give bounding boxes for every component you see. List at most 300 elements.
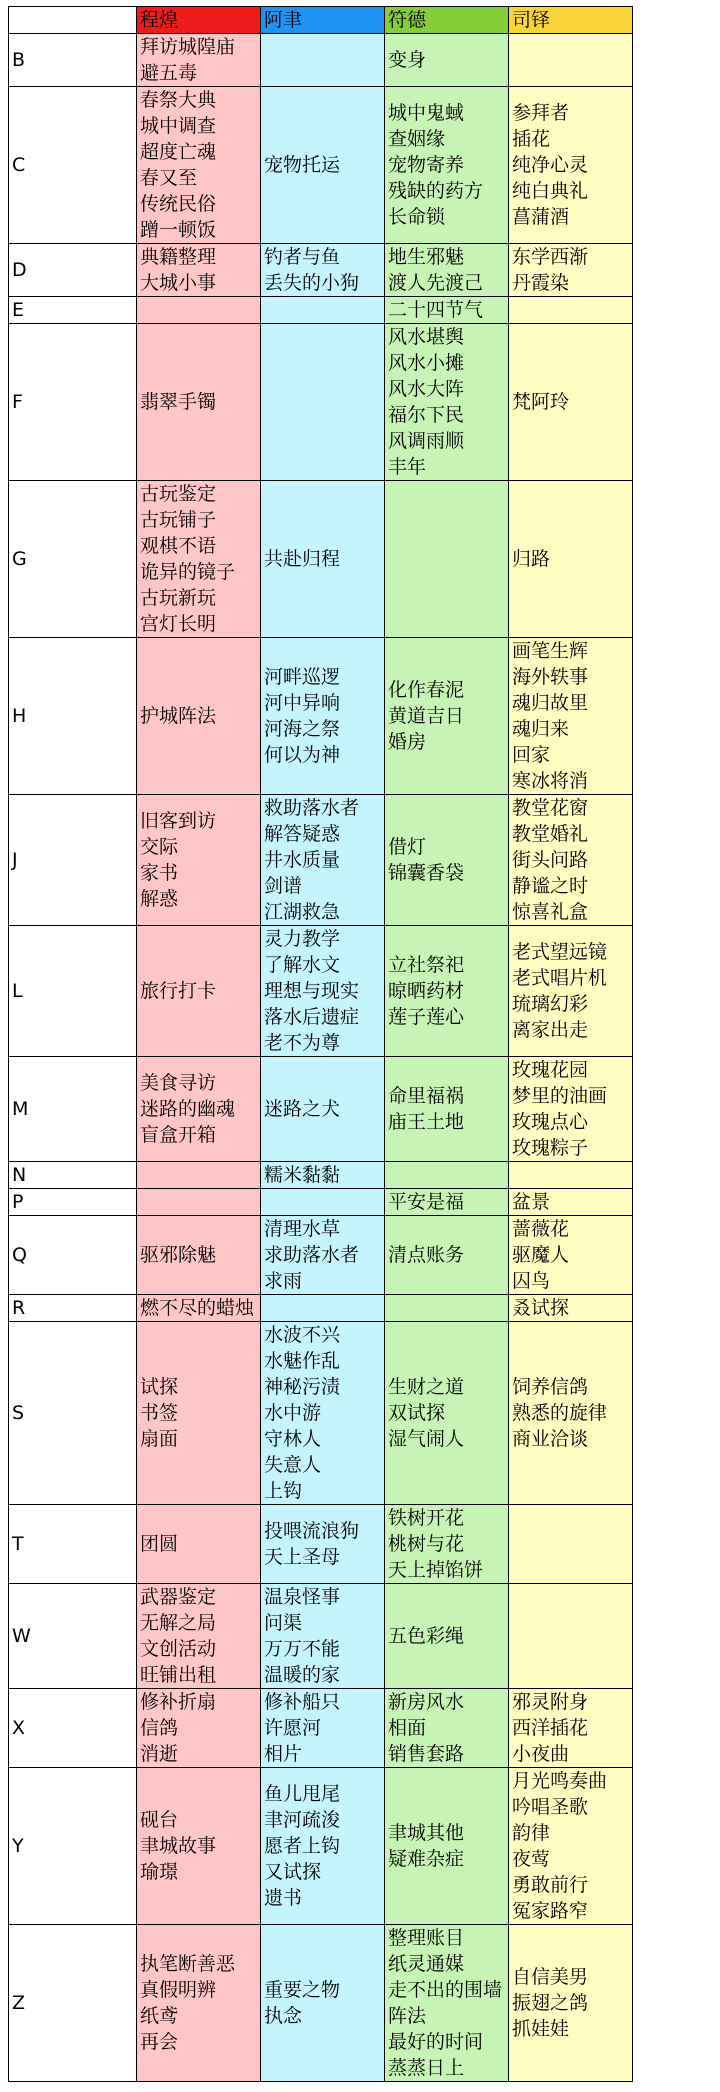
event-entry: 走不出的围墙 <box>388 1979 503 2001</box>
event-entry: 玫瑰点心 <box>512 1111 589 1133</box>
event-entry: 何以为神 <box>264 744 341 766</box>
event-entry: 熟悉的旋律 <box>512 1402 608 1424</box>
row-letter-cell: C <box>9 87 137 244</box>
event-entry: 执笔断善恶 <box>140 1953 236 1975</box>
cell-ajin <box>261 87 385 244</box>
event-entry: 古玩新玩 <box>140 587 217 609</box>
event-entry: 整理账目 <box>388 1927 465 1949</box>
event-entry: 盆景 <box>512 1191 551 1213</box>
cell-chengsheng <box>137 926 261 1057</box>
event-entry: 避五毒 <box>140 62 198 84</box>
event-entry: 救助落水者 <box>264 797 360 819</box>
event-entry: 纯净心灵 <box>512 154 589 176</box>
event-entry: 小夜曲 <box>512 1743 570 1765</box>
event-entry: 超度亡魂 <box>140 141 217 163</box>
event-entry: 问渠 <box>264 1612 303 1634</box>
event-entry: 参拜者 <box>512 102 570 124</box>
event-entry: 护城阵法 <box>140 705 217 727</box>
cell-siyi <box>509 638 633 795</box>
cell-siyi <box>509 1057 633 1162</box>
event-entry: 地生邪魅 <box>388 246 465 268</box>
cell-ajin <box>261 1322 385 1505</box>
event-entry: 老不为尊 <box>264 1032 341 1054</box>
cell-fude <box>385 638 509 795</box>
cell-ajin <box>261 1505 385 1584</box>
header-siyi: 司铎 <box>509 7 633 34</box>
event-entry: 平安是福 <box>388 1191 465 1213</box>
event-entry: 瑜璟 <box>140 1861 179 1883</box>
cell-chengsheng <box>137 1216 261 1295</box>
table-row <box>9 1216 633 1295</box>
row-letter-cell: L <box>9 926 137 1057</box>
event-entry: 钓者与鱼 <box>264 246 341 268</box>
event-entry: 查姻缘 <box>388 128 446 150</box>
event-entry: 水中游 <box>264 1402 322 1424</box>
cell-siyi <box>509 481 633 638</box>
event-entry: 理想与现实 <box>264 980 360 1002</box>
character-event-table <box>8 6 633 2082</box>
event-entry: 解惑 <box>140 888 179 910</box>
event-entry: 旺铺出租 <box>140 1664 217 1686</box>
header-chengsheng: 程煌 <box>137 7 261 34</box>
table-row <box>9 1768 633 1925</box>
event-entry: 风水大阵 <box>388 378 465 400</box>
table-row <box>9 34 633 87</box>
event-entry: 遗书 <box>264 1887 303 1909</box>
cell-fude <box>385 324 509 481</box>
cell-fude <box>385 795 509 926</box>
cell-siyi <box>509 297 633 324</box>
row-letter-cell: D <box>9 244 137 297</box>
event-entry: 宫灯长明 <box>140 613 217 635</box>
event-entry: 画笔生辉 <box>512 640 589 662</box>
event-entry: 上钩 <box>264 1480 303 1502</box>
event-entry: 旧客到访 <box>140 810 217 832</box>
cell-siyi <box>509 1925 633 2082</box>
table-row <box>9 638 633 795</box>
event-entry: 温暖的家 <box>264 1664 341 1686</box>
event-entry: 销售套路 <box>388 1743 465 1765</box>
event-entry: 春又至 <box>140 167 198 189</box>
event-entry: 蒸蒸日上 <box>388 2057 465 2079</box>
cell-ajin <box>261 1584 385 1689</box>
event-entry: 魂归来 <box>512 718 570 740</box>
event-entry: 韵律 <box>512 1822 551 1844</box>
cell-chengsheng <box>137 34 261 87</box>
cell-fude <box>385 1689 509 1768</box>
event-entry: 莲子莲心 <box>388 1006 465 1028</box>
event-entry: 变身 <box>388 49 427 71</box>
table-row <box>9 1189 633 1216</box>
event-entry: 万万不能 <box>264 1638 341 1660</box>
table-row <box>9 1689 633 1768</box>
cell-chengsheng <box>137 1189 261 1216</box>
cell-chengsheng <box>137 1505 261 1584</box>
table-row <box>9 297 633 324</box>
event-entry: 消逝 <box>140 1743 179 1765</box>
event-entry: 玫瑰粽子 <box>512 1137 589 1159</box>
cell-chengsheng <box>137 87 261 244</box>
cell-ajin <box>261 638 385 795</box>
event-entry: 神秘污渍 <box>264 1376 341 1398</box>
table-row <box>9 1505 633 1584</box>
cell-ajin <box>261 324 385 481</box>
event-entry: 春祭大典 <box>140 89 217 111</box>
event-entry: 丢失的小狗 <box>264 272 360 294</box>
cell-chengsheng <box>137 1584 261 1689</box>
event-entry: 家书 <box>140 862 179 884</box>
event-entry: 拜访城隍庙 <box>140 36 236 58</box>
event-entry: 共赴归程 <box>264 548 341 570</box>
cell-fude <box>385 926 509 1057</box>
cell-siyi <box>509 1505 633 1584</box>
table-row <box>9 1162 633 1189</box>
row-letter-cell: N <box>9 1162 137 1189</box>
event-entry: 纸灵通媒 <box>388 1953 465 1975</box>
cell-siyi <box>509 1768 633 1925</box>
event-entry: 扇面 <box>140 1428 179 1450</box>
event-entry: 糯米黏黏 <box>264 1164 341 1186</box>
cell-siyi <box>509 1584 633 1689</box>
event-entry: 修补折扇 <box>140 1691 217 1713</box>
table-row <box>9 1322 633 1505</box>
cell-siyi <box>509 324 633 481</box>
cell-siyi <box>509 244 633 297</box>
table-row <box>9 481 633 638</box>
event-entry: 锦囊香袋 <box>388 862 465 884</box>
event-entry: 残缺的药方 <box>388 180 484 202</box>
event-entry: 文创活动 <box>140 1638 217 1660</box>
cell-chengsheng <box>137 324 261 481</box>
table-body <box>9 34 633 2082</box>
event-entry: 宠物托运 <box>264 154 341 176</box>
event-entry: 立社祭祀 <box>388 954 465 976</box>
row-letter-cell: X <box>9 1689 137 1768</box>
event-entry: 修补船只 <box>264 1691 341 1713</box>
event-entry: 教堂花窗 <box>512 797 589 819</box>
event-entry: 纸鸢 <box>140 2005 179 2027</box>
event-entry: 清理水草 <box>264 1218 341 1240</box>
cell-chengsheng <box>137 1295 261 1322</box>
cell-siyi <box>509 1689 633 1768</box>
cell-ajin <box>261 795 385 926</box>
cell-fude <box>385 1768 509 1925</box>
cell-fude <box>385 1925 509 2082</box>
event-entry: 交际 <box>140 836 179 858</box>
row-letter-cell: P <box>9 1189 137 1216</box>
event-entry: 重要之物 <box>264 1979 341 2001</box>
event-entry: 失意人 <box>264 1454 322 1476</box>
row-letter-cell: F <box>9 324 137 481</box>
row-letter-cell: T <box>9 1505 137 1584</box>
event-entry: 试探 <box>140 1376 179 1398</box>
event-entry: 街头问路 <box>512 849 589 871</box>
cell-fude <box>385 297 509 324</box>
event-entry: 老式望远镜 <box>512 941 608 963</box>
table-row <box>9 1925 633 2082</box>
event-entry: 大城小事 <box>140 272 217 294</box>
event-entry: 又试探 <box>264 1861 322 1883</box>
event-entry: 玫瑰花园 <box>512 1059 589 1081</box>
event-entry: 砚台 <box>140 1809 179 1831</box>
event-entry: 河中异响 <box>264 692 341 714</box>
event-entry: 湿气闹人 <box>388 1428 465 1450</box>
event-entry: 典籍整理 <box>140 246 217 268</box>
event-entry: 投喂流浪狗 <box>264 1520 360 1542</box>
event-entry: 叒试探 <box>512 1297 570 1319</box>
event-entry: 古玩铺子 <box>140 509 217 531</box>
event-entry: 天上掉馅饼 <box>388 1559 484 1581</box>
event-entry: 魂归故里 <box>512 692 589 714</box>
event-entry: 城中调查 <box>140 115 217 137</box>
event-entry: 归路 <box>512 548 551 570</box>
event-entry: 温泉怪事 <box>264 1586 341 1608</box>
cell-fude <box>385 1189 509 1216</box>
event-entry: 菖蒲酒 <box>512 206 570 228</box>
event-entry: 聿城故事 <box>140 1835 217 1857</box>
event-entry: 梵阿玲 <box>512 391 570 413</box>
event-entry: 吟唱圣歌 <box>512 1796 589 1818</box>
event-entry: 观棋不语 <box>140 535 217 557</box>
event-entry: 水波不兴 <box>264 1324 341 1346</box>
event-entry: 蔷薇花 <box>512 1218 570 1240</box>
event-entry: 诡异的镜子 <box>140 561 236 583</box>
cell-chengsheng <box>137 481 261 638</box>
event-entry: 水魅作乱 <box>264 1350 341 1372</box>
cell-siyi <box>509 34 633 87</box>
event-entry: 愿者上钩 <box>264 1835 341 1857</box>
event-entry: 许愿河 <box>264 1717 322 1739</box>
event-entry: 借灯 <box>388 836 427 858</box>
cell-ajin <box>261 1216 385 1295</box>
event-entry: 迷路的幽魂 <box>140 1098 236 1120</box>
cell-chengsheng <box>137 1925 261 2082</box>
event-entry: 邪灵附身 <box>512 1691 589 1713</box>
event-entry: 丰年 <box>388 456 427 478</box>
event-entry: 执念 <box>264 2005 303 2027</box>
event-entry: 江湖救急 <box>264 901 341 923</box>
event-entry: 渡人先渡己 <box>388 272 484 294</box>
event-entry: 夜莺 <box>512 1848 551 1870</box>
header-fude: 符德 <box>385 7 509 34</box>
cell-chengsheng <box>137 1162 261 1189</box>
event-entry: 武器鉴定 <box>140 1586 217 1608</box>
cell-ajin <box>261 1689 385 1768</box>
event-entry: 庙王土地 <box>388 1111 465 1133</box>
event-entry: 惊喜礼盒 <box>512 901 589 923</box>
cell-ajin <box>261 34 385 87</box>
event-entry: 五色彩绳 <box>388 1625 465 1647</box>
row-letter-cell: Z <box>9 1925 137 2082</box>
event-entry: 插花 <box>512 128 551 150</box>
event-entry: 化作春泥 <box>388 679 465 701</box>
event-entry: 长命锁 <box>388 206 446 228</box>
event-entry: 黄道吉日 <box>388 705 465 727</box>
event-entry: 古玩鉴定 <box>140 483 217 505</box>
event-entry: 静谧之时 <box>512 875 589 897</box>
event-entry: 桃树与花 <box>388 1533 465 1555</box>
row-letter-cell: Q <box>9 1216 137 1295</box>
event-entry: 福尔下民 <box>388 404 465 426</box>
row-letter-cell: B <box>9 34 137 87</box>
event-entry: 阵法 <box>388 2005 427 2027</box>
event-entry: 天上圣母 <box>264 1546 341 1568</box>
event-entry: 商业洽谈 <box>512 1428 589 1450</box>
event-entry: 燃不尽的蜡烛 <box>140 1297 255 1319</box>
cell-ajin <box>261 1295 385 1322</box>
event-entry: 回家 <box>512 744 551 766</box>
cell-siyi <box>509 1162 633 1189</box>
event-entry: 二十四节气 <box>388 299 484 321</box>
table-row <box>9 1584 633 1689</box>
event-entry: 解答疑惑 <box>264 823 341 845</box>
cell-ajin <box>261 1162 385 1189</box>
cell-chengsheng <box>137 297 261 324</box>
event-entry: 疑难杂症 <box>388 1848 465 1870</box>
cell-chengsheng <box>137 1689 261 1768</box>
event-entry: 信鸽 <box>140 1717 179 1739</box>
event-entry: 灵力教学 <box>264 928 341 950</box>
event-entry: 迷路之犬 <box>264 1098 341 1120</box>
cell-fude <box>385 1057 509 1162</box>
table-row <box>9 795 633 926</box>
row-letter-cell: E <box>9 297 137 324</box>
event-entry: 驱魔人 <box>512 1244 570 1266</box>
cell-fude <box>385 244 509 297</box>
event-entry: 离家出走 <box>512 1019 589 1041</box>
cell-siyi <box>509 87 633 244</box>
table-row <box>9 1295 633 1322</box>
row-letter-cell: Y <box>9 1768 137 1925</box>
event-entry: 相片 <box>264 1743 303 1765</box>
header-row <box>9 7 633 34</box>
event-entry: 老式唱片机 <box>512 967 608 989</box>
row-letter-cell: S <box>9 1322 137 1505</box>
event-entry: 求雨 <box>264 1270 303 1292</box>
cell-ajin <box>261 244 385 297</box>
cell-chengsheng <box>137 1322 261 1505</box>
cell-chengsheng <box>137 1057 261 1162</box>
table-row <box>9 87 633 244</box>
event-entry: 新房风水 <box>388 1691 465 1713</box>
event-entry: 勇敢前行 <box>512 1874 589 1896</box>
event-entry: 真假明辨 <box>140 1979 217 2001</box>
table-row <box>9 1057 633 1162</box>
event-entry: 了解水文 <box>264 954 341 976</box>
event-entry: 振翅之鸽 <box>512 1992 589 2014</box>
event-entry: 风水堪舆 <box>388 326 465 348</box>
cell-ajin <box>261 1768 385 1925</box>
event-entry: 自信美男 <box>512 1966 589 1988</box>
row-letter-cell: H <box>9 638 137 795</box>
event-entry: 铁树开花 <box>388 1507 465 1529</box>
table-row <box>9 926 633 1057</box>
cell-siyi <box>509 926 633 1057</box>
cell-siyi <box>509 795 633 926</box>
event-entry: 相面 <box>388 1717 427 1739</box>
event-entry: 西洋插花 <box>512 1717 589 1739</box>
table-row <box>9 324 633 481</box>
event-entry: 蹭一顿饭 <box>140 219 217 241</box>
cell-fude <box>385 1162 509 1189</box>
event-entry: 美食寻访 <box>140 1072 217 1094</box>
cell-fude <box>385 1505 509 1584</box>
event-entry: 纯白典礼 <box>512 180 589 202</box>
event-entry: 传统民俗 <box>140 193 217 215</box>
event-entry: 寒冰将消 <box>512 770 589 792</box>
cell-siyi <box>509 1216 633 1295</box>
cell-siyi <box>509 1295 633 1322</box>
event-entry: 清点账务 <box>388 1244 465 1266</box>
cell-ajin <box>261 297 385 324</box>
event-entry: 双试探 <box>388 1402 446 1424</box>
event-entry: 生财之道 <box>388 1376 465 1398</box>
event-entry: 抓娃娃 <box>512 2018 570 2040</box>
event-entry: 翡翠手镯 <box>140 391 217 413</box>
event-entry: 无解之局 <box>140 1612 217 1634</box>
cell-fude <box>385 1216 509 1295</box>
event-entry: 城中鬼蜮 <box>388 102 465 124</box>
cell-chengsheng <box>137 638 261 795</box>
event-entry: 盲盒开箱 <box>140 1124 217 1146</box>
cell-fude <box>385 34 509 87</box>
event-entry: 丹霞染 <box>512 272 570 294</box>
cell-chengsheng <box>137 1768 261 1925</box>
event-entry: 剑谱 <box>264 875 303 897</box>
event-entry: 驱邪除魅 <box>140 1244 217 1266</box>
event-entry: 梦里的油画 <box>512 1085 608 1107</box>
row-letter-cell: G <box>9 481 137 638</box>
header-ajin: 阿聿 <box>261 7 385 34</box>
table-row <box>9 244 633 297</box>
event-entry: 婚房 <box>388 731 427 753</box>
row-letter-cell: J <box>9 795 137 926</box>
event-entry: 琉璃幻彩 <box>512 993 589 1015</box>
event-entry: 晾晒药材 <box>388 980 465 1002</box>
event-entry: 海外轶事 <box>512 666 589 688</box>
event-entry: 月光鸣奏曲 <box>512 1770 608 1792</box>
event-entry: 河海之祭 <box>264 718 341 740</box>
cell-siyi <box>509 1322 633 1505</box>
cell-ajin <box>261 1057 385 1162</box>
header-corner-cell <box>9 7 137 34</box>
cell-fude <box>385 1322 509 1505</box>
cell-fude <box>385 1295 509 1322</box>
event-entry: 教堂婚礼 <box>512 823 589 845</box>
cell-chengsheng <box>137 244 261 297</box>
row-letter-cell: M <box>9 1057 137 1162</box>
event-entry: 冤家路窄 <box>512 1900 589 1922</box>
cell-fude <box>385 87 509 244</box>
cell-ajin <box>261 481 385 638</box>
event-entry: 饲养信鸽 <box>512 1376 589 1398</box>
cell-siyi <box>509 1189 633 1216</box>
event-entry: 风水小摊 <box>388 352 465 374</box>
cell-ajin <box>261 1925 385 2082</box>
event-entry: 最好的时间 <box>388 2031 484 2053</box>
event-entry: 聿城其他 <box>388 1822 465 1844</box>
event-entry: 风调雨顺 <box>388 430 465 452</box>
cell-ajin <box>261 1189 385 1216</box>
event-entry: 再会 <box>140 2031 179 2053</box>
event-entry: 东学西渐 <box>512 246 589 268</box>
event-entry: 宠物寄养 <box>388 154 465 176</box>
event-entry: 囚鸟 <box>512 1270 551 1292</box>
event-entry: 鱼儿甩尾 <box>264 1783 341 1805</box>
event-entry: 团圆 <box>140 1533 179 1555</box>
event-entry: 落水后遗症 <box>264 1006 360 1028</box>
event-entry: 求助落水者 <box>264 1244 360 1266</box>
